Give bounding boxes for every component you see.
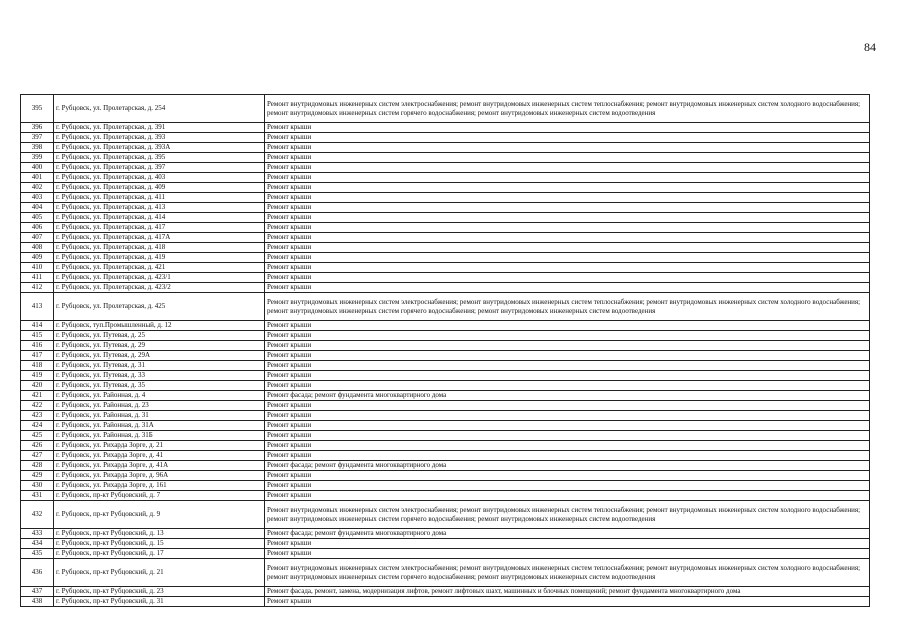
work-type-cell: Ремонт крыши bbox=[265, 263, 870, 273]
address-cell: г. Рубцовск, ул. Рихарда Зорге, д. 96А bbox=[54, 471, 265, 481]
work-type-cell: Ремонт крыши bbox=[265, 351, 870, 361]
work-type-cell: Ремонт крыши bbox=[265, 173, 870, 183]
address-cell: г. Рубцовск, ул. Путевая, д. 25 bbox=[54, 331, 265, 341]
table-row bbox=[21, 321, 870, 331]
work-type-cell: Ремонт фасада, ремонт, замена, модернизация лифтов, ремонт лифтовых шахт, машинных и блочных помещений; ремонт фундамента многоквартирного дома bbox=[265, 587, 870, 597]
work-type-cell: Ремонт крыши bbox=[265, 213, 870, 223]
work-type-cell: Ремонт фасада; ремонт фундамента многоквартирного дома bbox=[265, 391, 870, 401]
work-type-cell: Ремонт крыши bbox=[265, 183, 870, 193]
work-type-cell: Ремонт внутридомовых инженерных систем электроснабжения; ремонт внутридомовых инженерных систем теплоснабжения; ремонт внутридомовых инженерных систем холодного водоснабжения; ремонт внутридомовых инженерных систем горячего водоснабжения; ремонт внутридомовых инженерных систем водоотведения bbox=[265, 293, 870, 321]
table-row bbox=[21, 471, 870, 481]
address-cell: г. Рубцовск, ул. Пролетарская, д. 414 bbox=[54, 213, 265, 223]
row-number: 426 bbox=[21, 441, 54, 451]
address-cell: г. Рубцовск, пр-кт Рубцовский, д. 31 bbox=[54, 597, 265, 607]
table-row bbox=[21, 529, 870, 539]
table-row bbox=[21, 597, 870, 607]
work-type-cell: Ремонт крыши bbox=[265, 381, 870, 391]
work-type-cell: Ремонт крыши bbox=[265, 481, 870, 491]
work-type-cell: Ремонт крыши bbox=[265, 133, 870, 143]
address-cell: г. Рубцовск, ул. Районная, д. 31А bbox=[54, 421, 265, 431]
address-cell: г. Рубцовск, туп.Промышленный, д. 12 bbox=[54, 321, 265, 331]
row-number: 404 bbox=[21, 203, 54, 213]
repair-table-body bbox=[21, 95, 870, 607]
repair-table bbox=[20, 94, 870, 607]
table-row bbox=[21, 559, 870, 587]
address-cell: г. Рубцовск, пр-кт Рубцовский, д. 17 bbox=[54, 549, 265, 559]
address-cell: г. Рубцовск, ул. Пролетарская, д. 403 bbox=[54, 173, 265, 183]
page-number: 84 bbox=[864, 40, 876, 54]
row-number: 435 bbox=[21, 549, 54, 559]
table-row bbox=[21, 421, 870, 431]
table-row bbox=[21, 163, 870, 173]
table-row bbox=[21, 539, 870, 549]
work-type-cell: Ремонт крыши bbox=[265, 491, 870, 501]
table-row bbox=[21, 331, 870, 341]
table-row bbox=[21, 401, 870, 411]
table-row bbox=[21, 451, 870, 461]
table-row bbox=[21, 223, 870, 233]
address-cell: г. Рубцовск, ул. Пролетарская, д. 423/2 bbox=[54, 283, 265, 293]
work-type-cell: Ремонт крыши bbox=[265, 193, 870, 203]
address-cell: г. Рубцовск, ул. Рихарда Зорге, д. 41 bbox=[54, 451, 265, 461]
address-cell: г. Рубцовск, ул. Районная, д. 31 bbox=[54, 411, 265, 421]
address-cell: г. Рубцовск, ул. Пролетарская, д. 395 bbox=[54, 153, 265, 163]
row-number: 420 bbox=[21, 381, 54, 391]
table-row bbox=[21, 391, 870, 401]
work-type-cell: Ремонт крыши bbox=[265, 597, 870, 607]
row-number: 396 bbox=[21, 123, 54, 133]
address-cell: г. Рубцовск, ул. Пролетарская, д. 423/1 bbox=[54, 273, 265, 283]
address-cell: г. Рубцовск, ул. Пролетарская, д. 417А bbox=[54, 233, 265, 243]
address-cell: г. Рубцовск, ул. Путевая, д. 33 bbox=[54, 371, 265, 381]
table-row bbox=[21, 371, 870, 381]
row-number: 402 bbox=[21, 183, 54, 193]
table-row bbox=[21, 431, 870, 441]
address-cell: г. Рубцовск, пр-кт Рубцовский, д. 21 bbox=[54, 559, 265, 587]
work-type-cell: Ремонт крыши bbox=[265, 371, 870, 381]
address-cell: г. Рубцовск, ул. Рихарда Зорге, д. 41А bbox=[54, 461, 265, 471]
table-row bbox=[21, 173, 870, 183]
address-cell: г. Рубцовск, пр-кт Рубцовский, д. 7 bbox=[54, 491, 265, 501]
table-row bbox=[21, 123, 870, 133]
row-number: 432 bbox=[21, 501, 54, 529]
address-cell: г. Рубцовск, ул. Пролетарская, д. 393А bbox=[54, 143, 265, 153]
row-number: 433 bbox=[21, 529, 54, 539]
address-cell: г. Рубцовск, ул. Пролетарская, д. 413 bbox=[54, 203, 265, 213]
work-type-cell: Ремонт крыши bbox=[265, 421, 870, 431]
table-row bbox=[21, 481, 870, 491]
work-type-cell: Ремонт крыши bbox=[265, 273, 870, 283]
table-row bbox=[21, 381, 870, 391]
work-type-cell: Ремонт крыши bbox=[265, 123, 870, 133]
work-type-cell: Ремонт крыши bbox=[265, 361, 870, 371]
row-number: 422 bbox=[21, 401, 54, 411]
table-row bbox=[21, 549, 870, 559]
address-cell: г. Рубцовск, ул. Пролетарская, д. 254 bbox=[54, 95, 265, 123]
address-cell: г. Рубцовск, ул. Районная, д. 31Б bbox=[54, 431, 265, 441]
work-type-cell: Ремонт крыши bbox=[265, 153, 870, 163]
address-cell: г. Рубцовск, пр-кт Рубцовский, д. 9 bbox=[54, 501, 265, 529]
row-number: 415 bbox=[21, 331, 54, 341]
work-type-cell: Ремонт крыши bbox=[265, 539, 870, 549]
work-type-cell: Ремонт крыши bbox=[265, 243, 870, 253]
address-cell: г. Рубцовск, ул. Пролетарская, д. 409 bbox=[54, 183, 265, 193]
table-row bbox=[21, 491, 870, 501]
work-type-cell: Ремонт крыши bbox=[265, 233, 870, 243]
row-number: 430 bbox=[21, 481, 54, 491]
work-type-cell: Ремонт внутридомовых инженерных систем электроснабжения; ремонт внутридомовых инженерных систем теплоснабжения; ремонт внутридомовых инженерных систем холодного водоснабжения; ремонт внутридомовых инженерных систем горячего водоснабжения; ремонт внутридомовых инженерных систем водоотведения bbox=[265, 95, 870, 123]
address-cell: г. Рубцовск, ул. Районная, д. 23 bbox=[54, 401, 265, 411]
work-type-cell: Ремонт крыши bbox=[265, 253, 870, 263]
row-number: 400 bbox=[21, 163, 54, 173]
row-number: 398 bbox=[21, 143, 54, 153]
work-type-cell: Ремонт крыши bbox=[265, 411, 870, 421]
table-row bbox=[21, 283, 870, 293]
address-cell: г. Рубцовск, ул. Рихарда Зорге, д. 161 bbox=[54, 481, 265, 491]
row-number: 403 bbox=[21, 193, 54, 203]
work-type-cell: Ремонт крыши bbox=[265, 401, 870, 411]
work-type-cell: Ремонт крыши bbox=[265, 549, 870, 559]
address-cell: г. Рубцовск, пр-кт Рубцовский, д. 23 bbox=[54, 587, 265, 597]
table-row bbox=[21, 411, 870, 421]
address-cell: г. Рубцовск, ул. Пролетарская, д. 397 bbox=[54, 163, 265, 173]
work-type-cell: Ремонт крыши bbox=[265, 203, 870, 213]
work-type-cell: Ремонт внутридомовых инженерных систем электроснабжения; ремонт внутридомовых инженерных систем теплоснабжения; ремонт внутридомовых инженерных систем холодного водоснабжения; ремонт внутридомовых инженерных систем горячего водоснабжения; ремонт внутридомовых инженерных систем водоотведения bbox=[265, 501, 870, 529]
work-type-cell: Ремонт крыши bbox=[265, 163, 870, 173]
row-number: 413 bbox=[21, 293, 54, 321]
table-row bbox=[21, 253, 870, 263]
work-type-cell: Ремонт крыши bbox=[265, 143, 870, 153]
table-row bbox=[21, 213, 870, 223]
table-row bbox=[21, 243, 870, 253]
table-row bbox=[21, 143, 870, 153]
table-row bbox=[21, 293, 870, 321]
table-row bbox=[21, 501, 870, 529]
table-row bbox=[21, 587, 870, 597]
table-row bbox=[21, 263, 870, 273]
work-type-cell: Ремонт крыши bbox=[265, 223, 870, 233]
address-cell: г. Рубцовск, ул. Пролетарская, д. 391 bbox=[54, 123, 265, 133]
address-cell: г. Рубцовск, ул. Районная, д. 4 bbox=[54, 391, 265, 401]
row-number: 412 bbox=[21, 283, 54, 293]
row-number: 438 bbox=[21, 597, 54, 607]
work-type-cell: Ремонт фасада; ремонт фундамента многоквартирного дома bbox=[265, 461, 870, 471]
table-row bbox=[21, 341, 870, 351]
work-type-cell: Ремонт крыши bbox=[265, 441, 870, 451]
address-cell: г. Рубцовск, ул. Пролетарская, д. 411 bbox=[54, 193, 265, 203]
address-cell: г. Рубцовск, ул. Пролетарская, д. 393 bbox=[54, 133, 265, 143]
work-type-cell: Ремонт крыши bbox=[265, 331, 870, 341]
table-row bbox=[21, 193, 870, 203]
address-cell: г. Рубцовск, ул. Путевая, д. 29 bbox=[54, 341, 265, 351]
row-number: 429 bbox=[21, 471, 54, 481]
row-number: 421 bbox=[21, 391, 54, 401]
address-cell: г. Рубцовск, пр-кт Рубцовский, д. 13 bbox=[54, 529, 265, 539]
row-number: 409 bbox=[21, 253, 54, 263]
address-cell: г. Рубцовск, ул. Путевая, д. 31 bbox=[54, 361, 265, 371]
table-row bbox=[21, 183, 870, 193]
row-number: 423 bbox=[21, 411, 54, 421]
address-cell: г. Рубцовск, ул. Путевая, д. 29А bbox=[54, 351, 265, 361]
work-type-cell: Ремонт крыши bbox=[265, 321, 870, 331]
row-number: 405 bbox=[21, 213, 54, 223]
row-number: 401 bbox=[21, 173, 54, 183]
table-row bbox=[21, 273, 870, 283]
row-number: 437 bbox=[21, 587, 54, 597]
row-number: 395 bbox=[21, 95, 54, 123]
row-number: 399 bbox=[21, 153, 54, 163]
address-cell: г. Рубцовск, ул. Пролетарская, д. 425 bbox=[54, 293, 265, 321]
table-row bbox=[21, 233, 870, 243]
table-row bbox=[21, 361, 870, 371]
work-type-cell: Ремонт внутридомовых инженерных систем электроснабжения; ремонт внутридомовых инженерных систем теплоснабжения; ремонт внутридомовых инженерных систем холодного водоснабжения; ремонт внутридомовых инженерных систем горячего водоснабжения; ремонт внутридомовых инженерных систем водоотведения bbox=[265, 559, 870, 587]
row-number: 397 bbox=[21, 133, 54, 143]
row-number: 416 bbox=[21, 341, 54, 351]
address-cell: г. Рубцовск, пр-кт Рубцовский, д. 15 bbox=[54, 539, 265, 549]
row-number: 436 bbox=[21, 559, 54, 587]
address-cell: г. Рубцовск, ул. Пролетарская, д. 417 bbox=[54, 223, 265, 233]
row-number: 408 bbox=[21, 243, 54, 253]
row-number: 417 bbox=[21, 351, 54, 361]
work-type-cell: Ремонт крыши bbox=[265, 283, 870, 293]
address-cell: г. Рубцовск, ул. Пролетарская, д. 421 bbox=[54, 263, 265, 273]
row-number: 406 bbox=[21, 223, 54, 233]
row-number: 414 bbox=[21, 321, 54, 331]
row-number: 427 bbox=[21, 451, 54, 461]
work-type-cell: Ремонт крыши bbox=[265, 471, 870, 481]
row-number: 434 bbox=[21, 539, 54, 549]
table-row bbox=[21, 461, 870, 471]
table-row bbox=[21, 351, 870, 361]
row-number: 419 bbox=[21, 371, 54, 381]
row-number: 411 bbox=[21, 273, 54, 283]
row-number: 431 bbox=[21, 491, 54, 501]
row-number: 425 bbox=[21, 431, 54, 441]
work-type-cell: Ремонт крыши bbox=[265, 341, 870, 351]
row-number: 418 bbox=[21, 361, 54, 371]
work-type-cell: Ремонт фасада; ремонт фундамента многоквартирного дома bbox=[265, 529, 870, 539]
table-row bbox=[21, 203, 870, 213]
table-row bbox=[21, 133, 870, 143]
row-number: 407 bbox=[21, 233, 54, 243]
row-number: 424 bbox=[21, 421, 54, 431]
table-row bbox=[21, 95, 870, 123]
row-number: 428 bbox=[21, 461, 54, 471]
table-row bbox=[21, 441, 870, 451]
address-cell: г. Рубцовск, ул. Пролетарская, д. 418 bbox=[54, 243, 265, 253]
row-number: 410 bbox=[21, 263, 54, 273]
address-cell: г. Рубцовск, ул. Рихарда Зорге, д. 21 bbox=[54, 441, 265, 451]
address-cell: г. Рубцовск, ул. Пролетарская, д. 419 bbox=[54, 253, 265, 263]
work-type-cell: Ремонт крыши bbox=[265, 451, 870, 461]
address-cell: г. Рубцовск, ул. Путевая, д. 35 bbox=[54, 381, 265, 391]
table-row bbox=[21, 153, 870, 163]
work-type-cell: Ремонт крыши bbox=[265, 431, 870, 441]
